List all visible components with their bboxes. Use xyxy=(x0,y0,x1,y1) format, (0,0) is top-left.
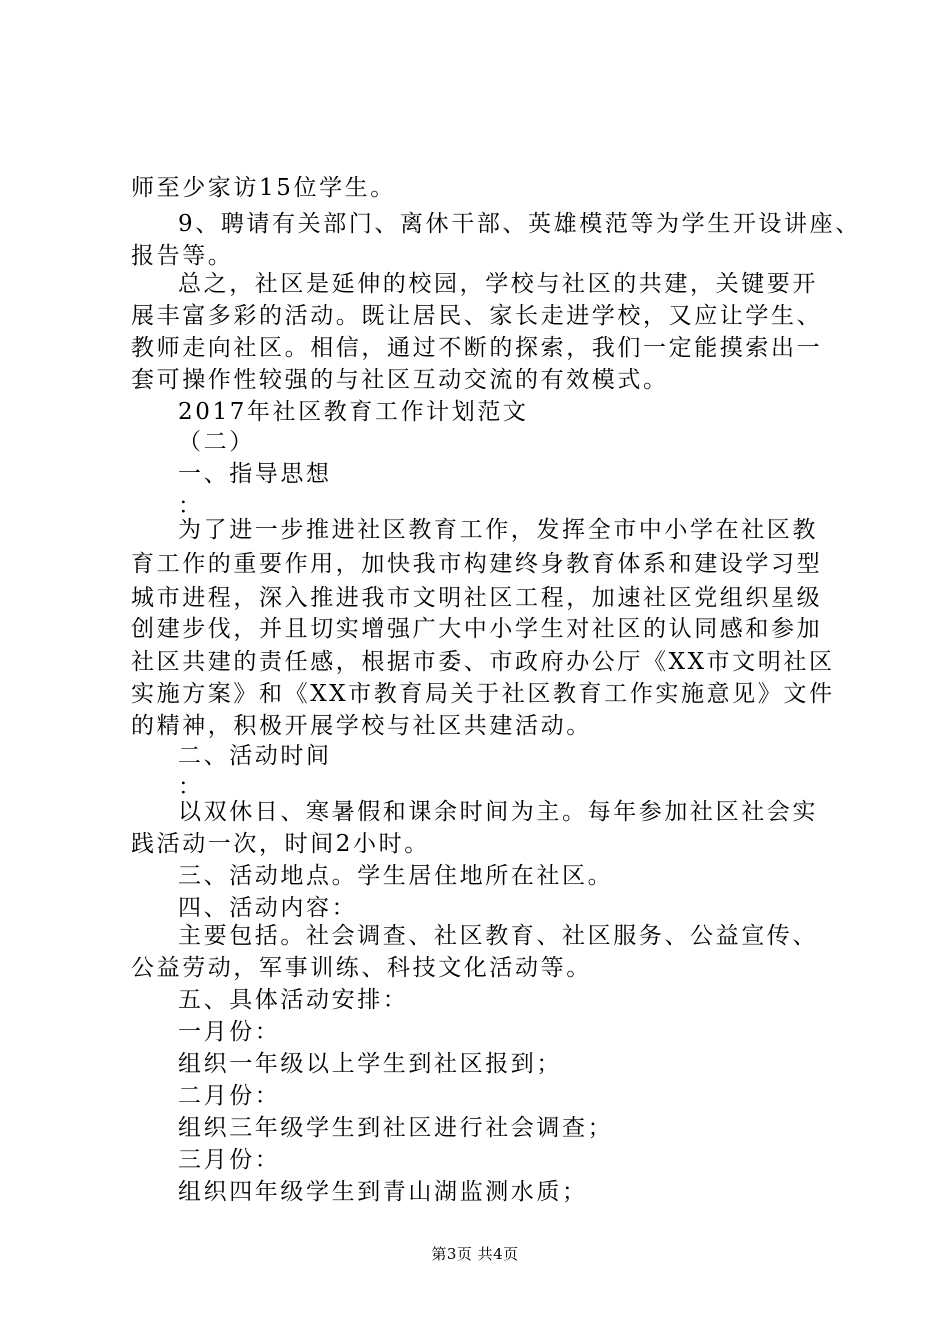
text-line: （二） xyxy=(178,429,255,455)
text-line: 二月份： xyxy=(178,1083,281,1109)
text-line: 报告等。 xyxy=(131,243,234,269)
text-line: 社区共建的责任感，根据市委、市政府办公厅《XX市文明社区 xyxy=(131,649,835,675)
text-line: 组织一年级以上学生到社区报到； xyxy=(178,1051,562,1077)
text-line: 总之，社区是延伸的校园，学校与社区的共建，关键要开 xyxy=(178,271,818,297)
text-line: 一、指导思想 xyxy=(178,461,332,487)
text-line: 践活动一次，时间2小时。 xyxy=(131,831,430,857)
text-line: 为了进一步推进社区教育工作，发挥全市中小学在社区教 xyxy=(178,517,818,543)
text-line: 创建步伐，并且切实增强广大中小学生对社区的认同感和参加 xyxy=(131,616,823,642)
text-line: 公益劳动，军事训练、科技文化活动等。 xyxy=(131,955,592,981)
text-line: 套可操作性较强的与社区互动交流的有效模式。 xyxy=(131,367,669,393)
text-line: 的精神，积极开展学校与社区共建活动。 xyxy=(131,713,592,739)
text-line: 五、具体活动安排： xyxy=(178,987,409,1013)
text-line: 实施方案》和《XX市教育局关于社区教育工作实施意见》文件 xyxy=(131,681,835,707)
text-line: 二、活动时间 xyxy=(178,743,332,769)
text-line: 2017年社区教育工作计划范文 xyxy=(178,399,529,425)
text-line: 城市进程，深入推进我市文明社区工程，加速社区党组织星级 xyxy=(131,585,823,611)
text-line: 展丰富多彩的活动。既让居民、家长走进学校，又应让学生、 xyxy=(131,303,823,329)
text-line: 一月份： xyxy=(178,1019,281,1045)
text-line: 以双休日、寒暑假和课余时间为主。每年参加社区社会实 xyxy=(178,799,818,825)
text-line: 育工作的重要作用，加快我市构建终身教育体系和建设学习型 xyxy=(131,551,823,577)
text-line: 三、活动地点。学生居住地所在社区。 xyxy=(178,863,614,889)
text-line: 组织三年级学生到社区进行社会调查； xyxy=(178,1115,614,1141)
text-line: 组织四年级学生到青山湖监测水质； xyxy=(178,1179,588,1205)
text-line: ： xyxy=(178,493,204,519)
text-line: 9、聘请有关部门、离休干部、英雄模范等为学生开设讲座、 xyxy=(178,211,861,237)
text-line: 主要包括。社会调查、社区教育、社区服务、公益宣传、 xyxy=(178,923,818,949)
text-line: 师至少家访15位学生。 xyxy=(131,175,396,201)
text-line: 教师走向社区。相信，通过不断的探索，我们一定能摸索出一 xyxy=(131,335,823,361)
text-line: 四、活动内容： xyxy=(178,895,358,921)
page-footer: 第3页 共4页 xyxy=(431,1245,519,1263)
text-line: 三月份： xyxy=(178,1147,281,1173)
text-line: ： xyxy=(178,774,204,800)
